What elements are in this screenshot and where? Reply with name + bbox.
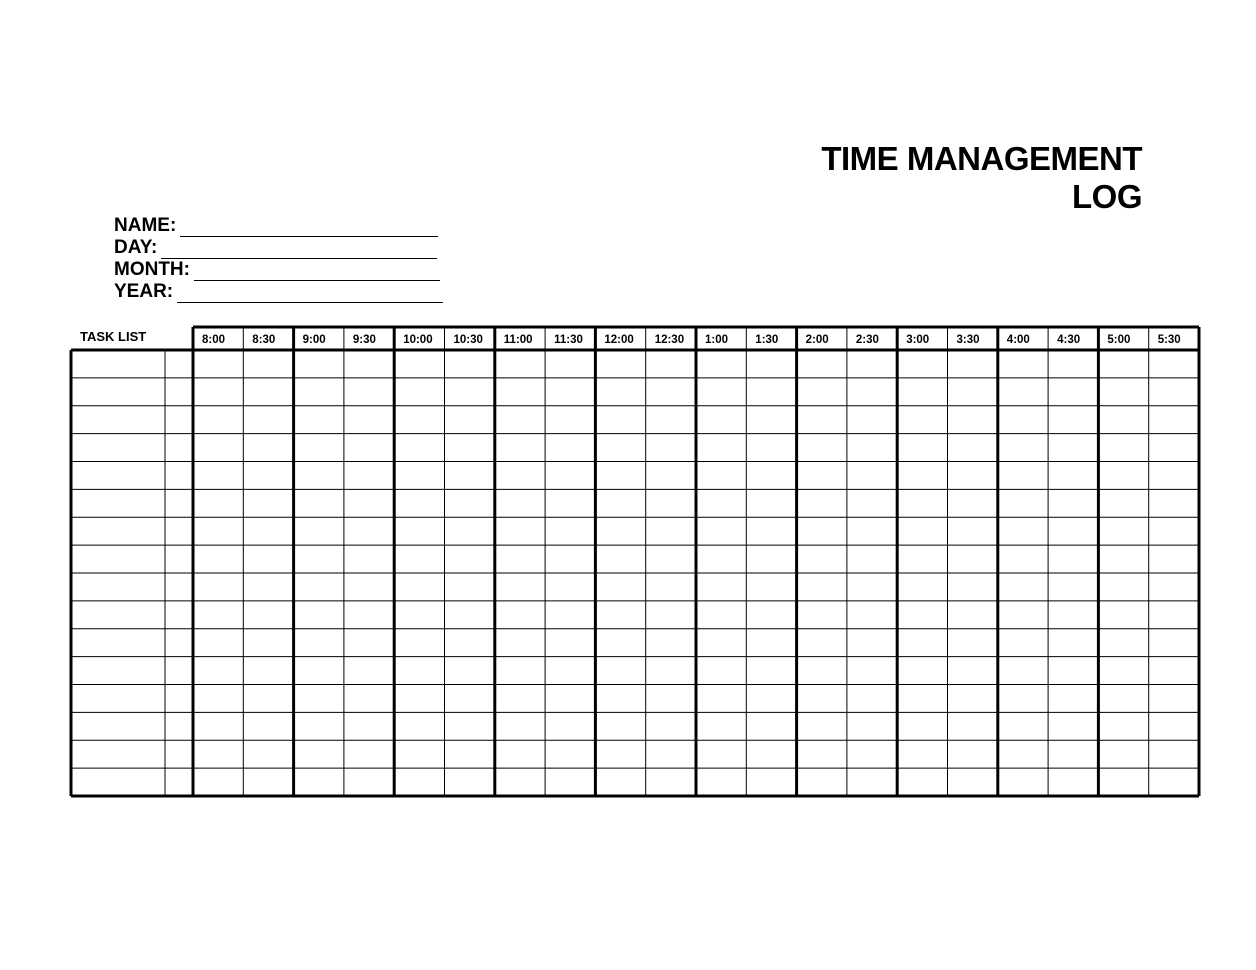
- time-slot-label: 8:00: [202, 334, 226, 346]
- time-slot-label: 1:30: [755, 334, 779, 346]
- time-slot-label: 2:00: [805, 334, 829, 346]
- time-slot-label: 10:00: [403, 334, 433, 346]
- task-list-header: TASK LIST: [80, 329, 147, 344]
- time-slot-label: 9:30: [352, 334, 376, 346]
- time-slot-label: 4:00: [1006, 334, 1030, 346]
- time-slot-label: 2:30: [855, 334, 879, 346]
- name-label: NAME:: [114, 215, 177, 236]
- time-slot-label: 9:00: [302, 334, 326, 346]
- day-label: DAY:: [114, 237, 158, 258]
- month-label: MONTH:: [114, 259, 190, 280]
- year-label: YEAR:: [114, 281, 174, 302]
- time-slot-label: 12:00: [604, 334, 634, 346]
- time-slot-label: 11:30: [554, 334, 583, 346]
- time-slot-label: 12:30: [654, 334, 685, 346]
- time-slot-label: 1:00: [705, 334, 729, 346]
- title-line-1: TIME MANAGEMENT: [821, 140, 1142, 177]
- time-slot-label: 8:30: [252, 334, 276, 346]
- time-slot-label: 3:00: [906, 334, 930, 346]
- time-slot-label: 11:00: [503, 334, 533, 346]
- time-slot-label: 10:30: [453, 334, 483, 346]
- time-slot-label: 5:30: [1157, 334, 1181, 346]
- time-slot-label: 5:00: [1107, 334, 1131, 346]
- time-slot-label: 3:30: [956, 334, 980, 346]
- title-line-2: LOG: [1072, 178, 1142, 215]
- time-slot-label: 4:30: [1057, 334, 1081, 346]
